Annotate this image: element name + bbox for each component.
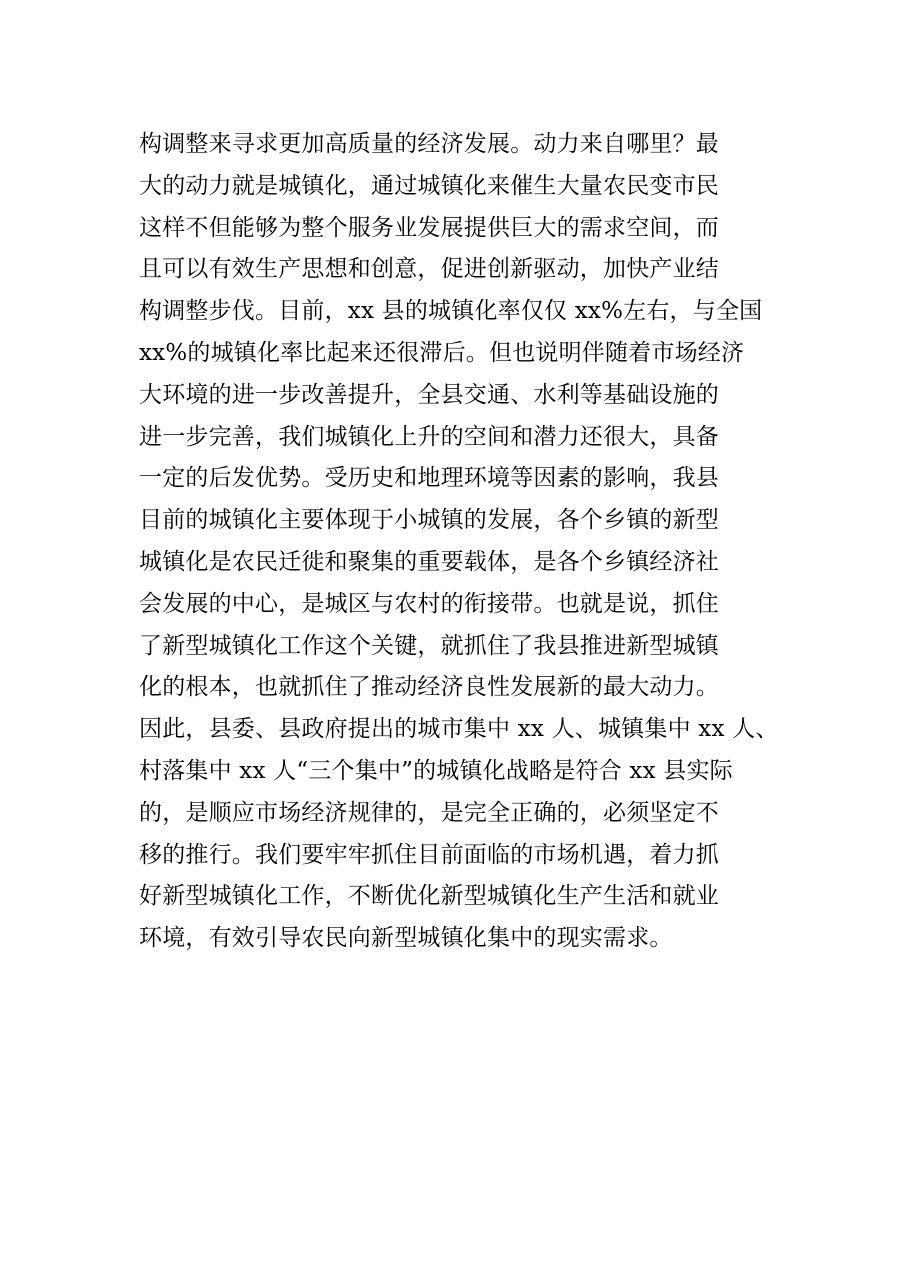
- text-line: 构调整步伐。目前，xx 县的城镇化率仅仅 xx%左右，与全国: [139, 298, 763, 325]
- text-line: 因此，县委、县政府提出的城市集中 xx 人、城镇集中 xx 人、: [139, 716, 779, 743]
- text-line: 大的动力就是城镇化，通过城镇化来催生大量农民变市民: [139, 172, 719, 199]
- text-line: xx%的城镇化率比起来还很滞后。但也说明伴随着市场经济: [139, 339, 745, 366]
- text-line: 城镇化是农民迁徙和聚集的重要载体，是各个乡镇经济社: [139, 548, 719, 575]
- text-line: 移的推行。我们要牢牢抓住目前面临的市场机遇，着力抓: [139, 841, 719, 868]
- text-line: 且可以有效生产思想和创意，促进创新驱动，加快产业结: [139, 256, 719, 283]
- text-line: 化的根本，也就抓住了推动经济良性发展新的最大动力。: [139, 674, 719, 701]
- text-line: 这样不但能够为整个服务业发展提供巨大的需求空间，而: [139, 214, 719, 241]
- text-line: 村落集中 xx 人“三个集中”的城镇化战略是符合 xx 县实际: [139, 757, 733, 784]
- body-text: [139, 124, 789, 960]
- text-line: 的，是顺应市场经济规律的，是完全正确的，必须坚定不: [139, 799, 719, 826]
- text-line: 大环境的进一步改善提升，全县交通、水利等基础设施的: [139, 381, 719, 408]
- text-line: 好新型城镇化工作，不断优化新型城镇化生产生活和就业: [139, 883, 719, 910]
- text-line: 环境，有效引导农民向新型城镇化集中的现实需求。: [139, 925, 673, 952]
- text-line: 一定的后发优势。受历史和地理环境等因素的影响，我县: [139, 465, 719, 492]
- text-line: 会发展的中心，是城区与农村的衔接带。也就是说，抓住: [139, 590, 719, 617]
- text-line: 了新型城镇化工作这个关键，就抓住了我县推进新型城镇: [139, 632, 719, 659]
- text-line: 进一步完善，我们城镇化上升的空间和潜力还很大，具备: [139, 423, 719, 450]
- text-line: 构调整来寻求更加高质量的经济发展。动力来自哪里？最: [139, 131, 719, 157]
- text-line: 目前的城镇化主要体现于小城镇的发展，各个乡镇的新型: [139, 507, 719, 534]
